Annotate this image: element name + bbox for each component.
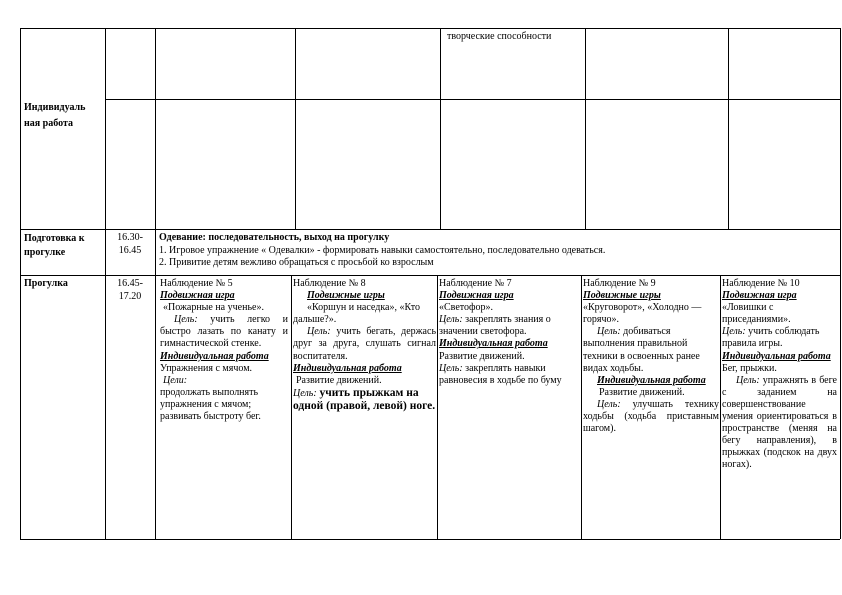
prep-row-content [159,232,837,270]
observation-title: Наблюдение № 10 [722,278,800,289]
game-goal: Цель: учить соблюдать правила игры. [722,326,820,350]
prep-row-label: Подготовка к прогулке [24,233,85,258]
game-goal: Цель: добиваться выполнения правильной техники в освоенных ранее видах ходьбы. [583,326,700,374]
game-name: «Коршун и наседка», «Кто дальше?». [293,302,420,326]
game-name: «Ловишки с приседаниями». [722,302,791,326]
game-goal: Цель: закреплять знания о значении светофора. [439,314,551,338]
prep-row-time: 16.30- 16.45 [117,232,143,256]
individual-work-label: Индивидуаль ная работа [24,102,86,129]
observation-title: Наблюдение № 5 [160,278,233,289]
individual-work-heading: Индивидуальная работа [722,350,831,362]
walk-day-5 [722,278,837,472]
individual-work-text: Развитие движений. [599,386,685,398]
creative-abilities-text: творческие способности [447,31,552,42]
individual-work-text: Развитие движений. [296,374,382,386]
walk-row-time: 16.45- 17.20 [117,278,143,302]
prep-item-2: 2. Привитие детям вежливо обращаться с просьбой ко взрослым [159,257,434,269]
game-heading: Подвижная игра [439,290,514,302]
individual-work-heading: Индивидуальная работа [597,374,706,386]
game-heading: Подвижные игры [583,290,661,302]
individual-work-goal: Цель: упражнять в беге с заданием на совершенствование умения ориентироваться в пространстве (меняя на бегу направления), в прыжках (подскок на двух ногах). [722,374,837,471]
walk-day-3 [439,278,579,387]
individual-work-heading: Индивидуальная работа [293,362,402,374]
individual-work-goal: Цель: учить прыжкам на одной (правой, левой) ноге. [293,386,436,412]
goal-item-1: продолжать выполнять упражнения с мячом; [160,386,259,410]
game-heading: Подвижная игра [160,290,235,302]
observation-title: Наблюдение № 8 [293,278,366,289]
walk-day-1 [160,278,288,423]
game-goal: Цель: учить легко и быстро лазать по канату и гимнастической стенке. [160,314,289,350]
individual-work-text: Развитие движений. [439,350,525,362]
individual-work-heading: Индивидуальная работа [160,350,269,362]
walk-day-2 [293,278,436,413]
game-goal: Цель: учить бегать, держась друг за друга, слушать сигнал воспитателя. [293,326,436,362]
prep-item-1: 1. Игровое упражнение « Одевалки» - формировать навыки самостоятельно, последовательно одеваться. [159,244,606,256]
individual-work-goal: Цель: закреплять навыки равновесия в ходьбе по буму [439,362,562,386]
game-name: «Круговорот», «Холодно — горячо». [583,302,702,326]
game-heading: Подвижная игра [722,290,797,302]
goals-label: Цели: [163,374,188,386]
individual-work-goal: Цель: улучшать технику ходьбы (ходьба приставным шагом). [583,398,719,435]
game-name: «Пожарные на ученье». [163,302,264,314]
individual-work-heading: Индивидуальная работа [439,338,548,350]
prep-title: Одевание: последовательность, выход на прогулку [159,232,390,243]
individual-work-text: Бег, прыжки. [722,362,777,374]
game-heading: Подвижные игры [307,290,385,302]
individual-work-text: Упражнения с мячом. [160,362,253,374]
game-name: «Светофор». [439,302,493,314]
goal-item-2: развивать быстроту бег. [160,411,261,423]
observation-title: Наблюдение № 7 [439,278,512,289]
walk-row-label: Прогулка [24,278,68,289]
observation-title: Наблюдение № 9 [583,278,656,289]
walk-day-4 [583,278,719,435]
